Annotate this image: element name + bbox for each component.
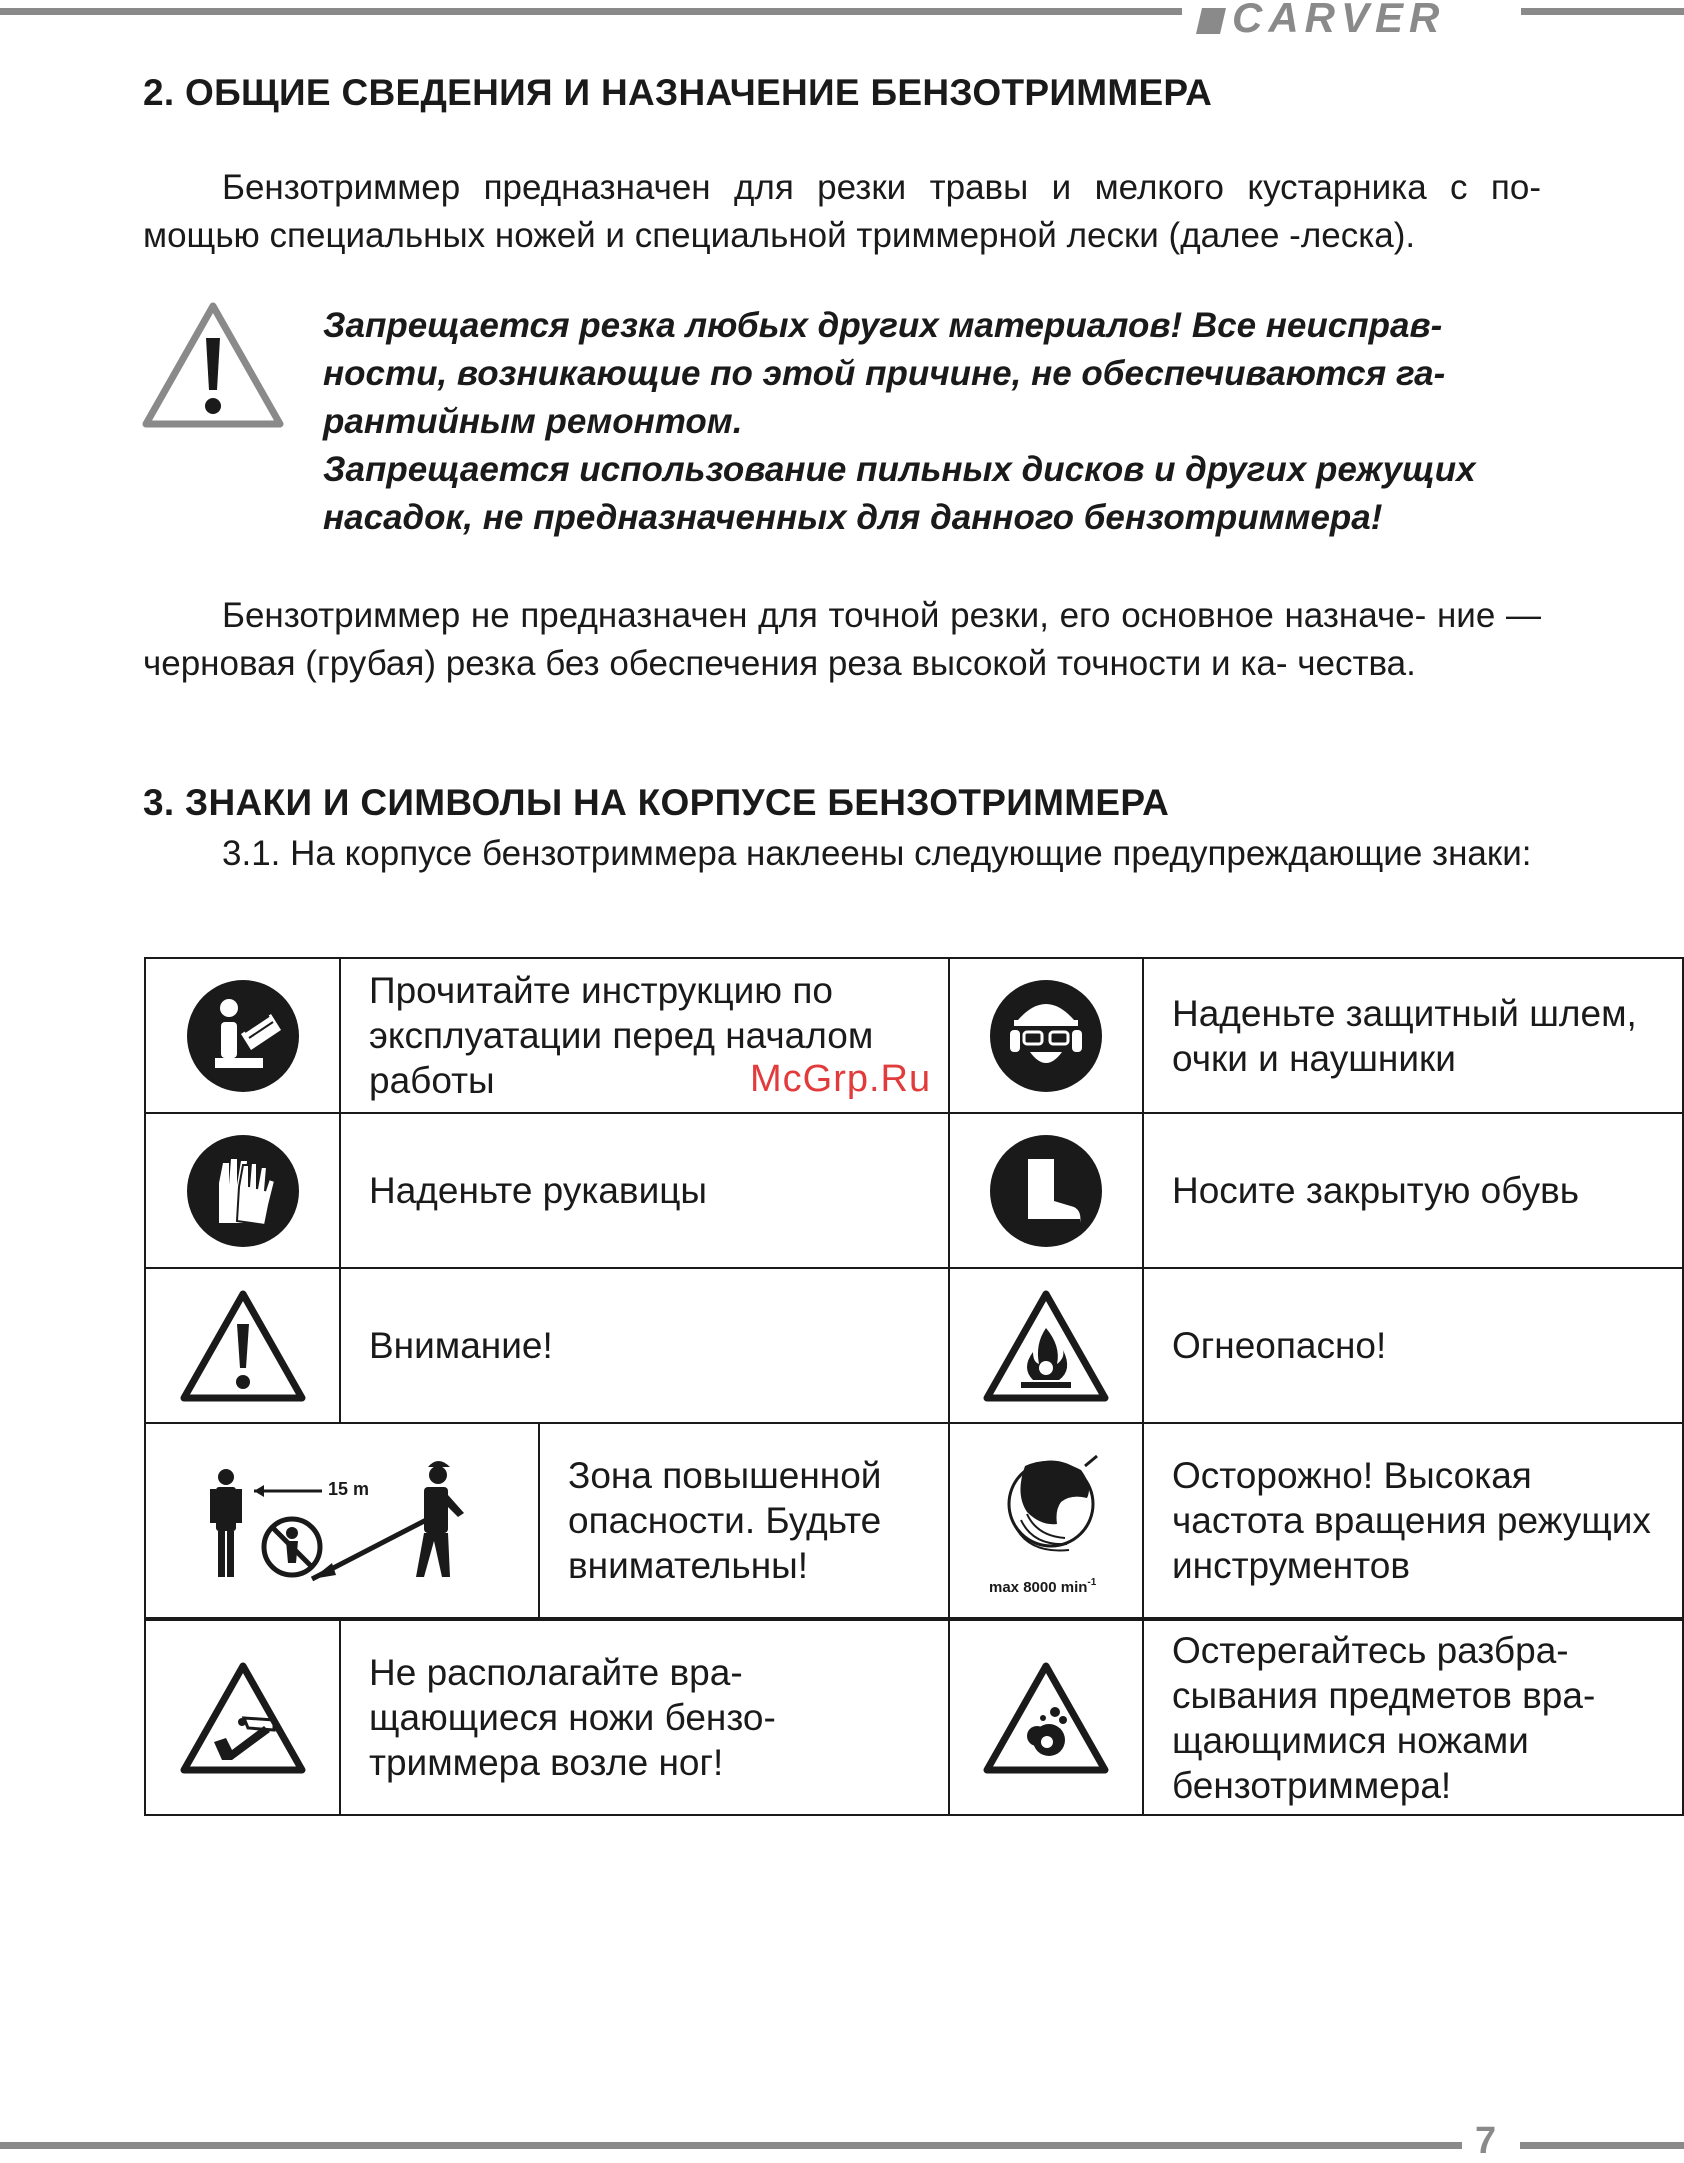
sign-cell-read-manual (145, 958, 340, 1113)
sign-text-danger-zone: Зона повышенной опасности. Будьте внимательны! (539, 1423, 949, 1619)
watermark-text: McGrp.Ru (750, 1058, 932, 1100)
sign-cell-boots (949, 1113, 1143, 1268)
sign-text-helmet: Наденьте защитный шлем, очки и наушники (1143, 958, 1683, 1113)
sign-cell-gloves (145, 1113, 340, 1268)
read-manual-icon (185, 978, 301, 1094)
brand-logo (1196, 0, 1445, 42)
sign-cell-helmet (949, 958, 1143, 1113)
sign-text-gloves: Наденьте рукавицы (340, 1113, 949, 1268)
sign-cell-danger-zone (145, 1423, 539, 1619)
rotation-max-value: max 8000 min (989, 1578, 1088, 1596)
header-rule-left (0, 8, 1182, 15)
sign-text-read-manual: Прочитайте инструкцию по эксплуатации перед началом работы (340, 958, 949, 1113)
blade-near-feet-icon (178, 1660, 308, 1776)
high-rotation-speed-icon (981, 1436, 1111, 1606)
rotation-unit-exponent: -1 (1087, 1576, 1097, 1588)
table-row (145, 1268, 1683, 1423)
warning-triangle-icon (140, 300, 286, 430)
flammable-icon (981, 1288, 1111, 1404)
flying-debris-icon (981, 1660, 1111, 1776)
table-row (145, 1423, 1683, 1619)
sign-text-flammable: Огнеопасно! (1143, 1268, 1683, 1423)
sign-cell-attention (145, 1268, 340, 1423)
section3-intro: 3.1. На корпусе бензотриммера наклеены следующие предупреждающие знаки: (222, 834, 1532, 873)
section2-paragraph2: Бензотриммер не предназначен для точной резки, его основное назначе- ние — черновая (грубая) резка без обеспечения реза высокой точности и ка- чества. (143, 596, 1541, 683)
section2-paragraph1: Бензотриммер предназначен для резки травы и мелкого кустарника с по- мощью специальных ножей и специальной триммерной лески (далее -леска). (143, 168, 1541, 255)
sign-cell-flammable (949, 1268, 1143, 1423)
table-row (145, 1619, 1683, 1815)
attention-triangle-icon (178, 1288, 308, 1404)
section2-title: 2. ОБЩИЕ СВЕДЕНИЯ И НАЗНАЧЕНИЕ БЕНЗОТРИММЕРА (143, 72, 1213, 113)
sign-text-debris: Остерегайтесь разбра- сывания предметов вра- щающимися ножами бензотриммера! (1143, 1619, 1683, 1815)
sign-cell-rotation (949, 1423, 1143, 1619)
danger-zone-15m-icon (202, 1451, 482, 1591)
sign-text-boots: Носите закрытую обувь (1143, 1113, 1683, 1268)
section3-title: 3. ЗНАКИ И СИМВОЛЫ НА КОРПУСЕ БЕНЗОТРИММЕРА (143, 782, 1170, 823)
sign-text-rotation: Осторожно! Высокая частота вращения режущих инструментов (1143, 1423, 1683, 1619)
header-rule-right (1521, 8, 1684, 15)
footer-rule-right (1520, 2142, 1684, 2149)
sign-cell-debris (949, 1619, 1143, 1815)
table-row (145, 1113, 1683, 1268)
brand-mark-icon (1196, 8, 1226, 34)
footer-rule-left (0, 2142, 1462, 2149)
boot-icon (988, 1133, 1104, 1249)
brand-name: CARVER (1232, 0, 1446, 41)
gloves-icon (185, 1133, 301, 1249)
page-number: 7 (1475, 2120, 1497, 2162)
danger-zone-distance-label: 15 m (328, 1478, 370, 1499)
sign-text-attention: Внимание! (340, 1268, 949, 1423)
sign-text-feet: Не располагайте вра- щающиеся ножи бензо- триммера возле ног! (340, 1619, 949, 1815)
warning-text-2: Запрещается использование пильных дисков и других режущих насадок, не предназначенных для данного бензотриммера! (323, 450, 1476, 537)
rotation-max-label (989, 1577, 1097, 1596)
warning-block (323, 302, 1543, 542)
warning-text-1: Запрещается резка любых других материалов! Все неисправ- ности, возникающие по этой причине, не обеспечиваются га- рантийным ремонтом. (323, 306, 1446, 441)
sign-cell-feet (145, 1619, 340, 1815)
helmet-goggles-earmuffs-icon (988, 978, 1104, 1094)
